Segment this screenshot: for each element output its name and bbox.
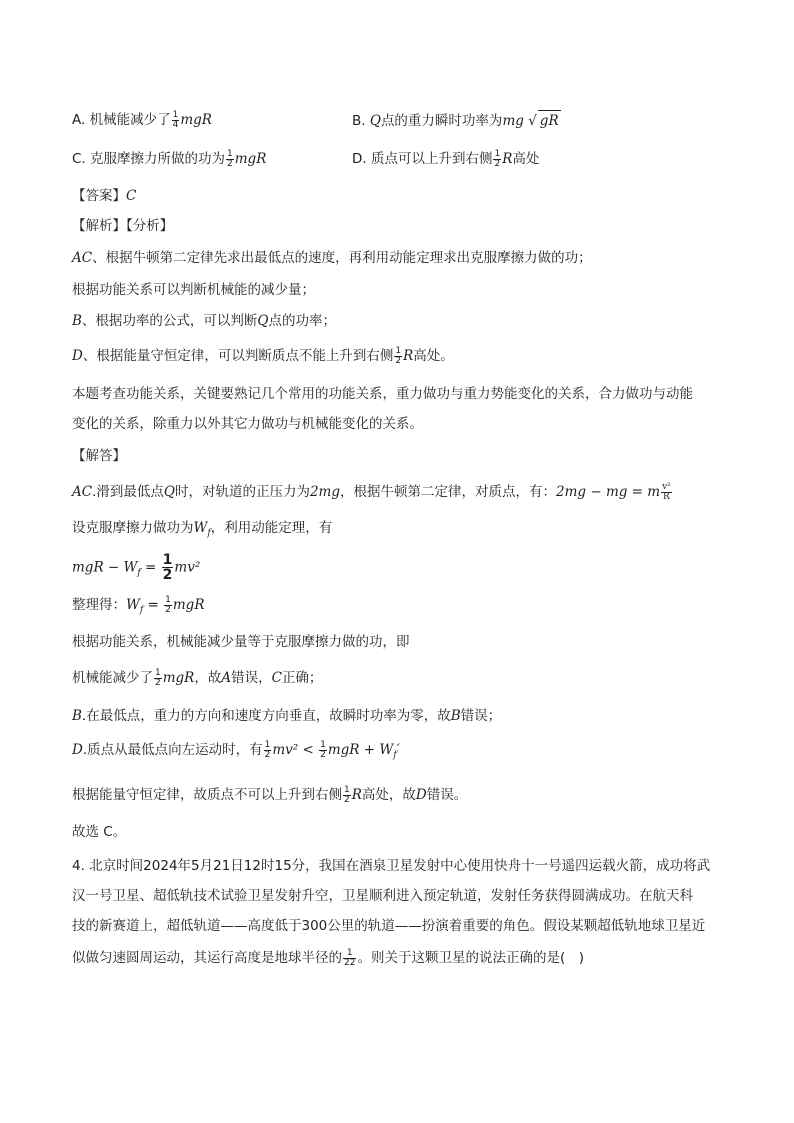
fraction: $\frac{1}{2}$ (395, 345, 402, 366)
analysis-header: 【解析】【分析】 (72, 218, 174, 234)
fraction: $\frac{1}{2}$ (227, 148, 233, 169)
fraction: $\frac{1}{2}$ (320, 739, 326, 760)
solution-line-3: mgR − $W_f$ = $\frac{1}{2}$ mv² (72, 552, 201, 583)
fraction: $\frac{1}{2}$ (165, 594, 171, 615)
fraction: $\frac{1}{22}$ (344, 947, 356, 968)
fraction: $\frac{1}{2}$ (344, 784, 350, 805)
sqrt-icon: √ (528, 113, 537, 129)
fraction: $\frac{1}{2}$ (155, 667, 161, 688)
fraction: $\frac{1}{4}$ (172, 109, 179, 130)
analysis-line-1: AC、根据牛顿第二定律先求出最低点的速度，再利用动能定理求出克服摩擦力做的功； (72, 250, 592, 266)
question4-line-4: 似做匀速圆周运动，其运行高度是地球半径的 $\frac{1}{22}$ 。则关于这颗卫星的说法正确的是( ) (72, 947, 584, 968)
solution-header: 【解答】 (72, 448, 126, 464)
solution-line-2: 设克服摩擦力做功为$W_f$，利用动能定理，有 (72, 520, 333, 539)
solution-line-8: D.质点从最低点向左运动时，有 $\frac{1}{2}$ mv² < $\frac{1}{2}$ mgR + $W_f'$ (72, 739, 400, 761)
solution-line-10: 故选 C。 (72, 824, 127, 840)
analysis-line-5: 本题考查功能关系，关键要熟记几个常用的功能关系，重力做功与重力势能变化的关系，合力做功与动能 (72, 386, 693, 402)
solution-line-4: 整理得：$W_f$ = $\frac{1}{2}$ mgR (72, 594, 205, 616)
fraction: $\frac{1}{2}$ (162, 552, 173, 583)
option-c: C. 克服摩擦力所做的功为 $\frac{1}{2}$ mgR (72, 148, 267, 169)
fraction: $\frac{\text{v²}}{R}$ (662, 481, 671, 502)
solution-line-6: 机械能减少了 $\frac{1}{2}$ mgR，故A错误，C正确； (72, 667, 323, 688)
solution-line-9: 根据能量守恒定律，故质点不可以上升到右侧 $\frac{1}{2}$ R高处，故D错误。 (72, 784, 468, 805)
option-d: D. 质点可以上升到右侧 $\frac{1}{2}$ R高处 (352, 148, 540, 169)
analysis-line-2: 根据功能关系可以判断机械能的减少量； (72, 282, 315, 298)
solution-line-1: AC.滑到最低点Q时，对轨道的正压力为2mg，根据牛顿第二定律，对质点，有：2mg − mg = m $\frac{\text{v²}}{R}$ (72, 481, 671, 502)
fraction: $\frac{1}{2}$ (264, 739, 271, 760)
question4-line-3: 技的新赛道上，超低轨道——高度低于300公里的轨道——扮演着重要的角色。假设某颗超低轨地球卫星近 (72, 918, 706, 934)
option-a: A. 机械能减少了 $\frac{1}{4}$ mgR (72, 109, 212, 130)
question4-line-1: 4. 北京时间2024年5月21日12时15分，我国在酒泉卫星发射中心使用快舟十一号遥四运载火箭，成功将武 (72, 858, 711, 874)
option-b: B. Q点的重力瞬时功率为mg √ gR (352, 110, 561, 131)
analysis-line-6: 变化的关系，除重力以外其它力做功与机械能变化的关系。 (72, 416, 423, 432)
fraction: $\frac{1}{2}$ (494, 148, 501, 169)
analysis-line-3: B、根据功率的公式，可以判断Q点的功率； (72, 313, 336, 329)
solution-line-5: 根据功能关系，机械能减少量等于克服摩擦力做的功，即 (72, 634, 410, 650)
solution-line-7: B.在最低点，重力的方向和速度方向垂直，故瞬时功率为零，故B错误； (72, 708, 502, 724)
analysis-line-4: D、根据能量守恒定律，可以判断质点不能上升到右侧 $\frac{1}{2}$ R高处。 (72, 345, 454, 366)
answer-line: 【答案】C (72, 188, 137, 204)
question4-line-2: 汉一号卫星、超低轨技术试验卫星发射升空，卫星顺利进入预定轨道，发射任务获得圆满成功。在航天科 (72, 888, 693, 904)
